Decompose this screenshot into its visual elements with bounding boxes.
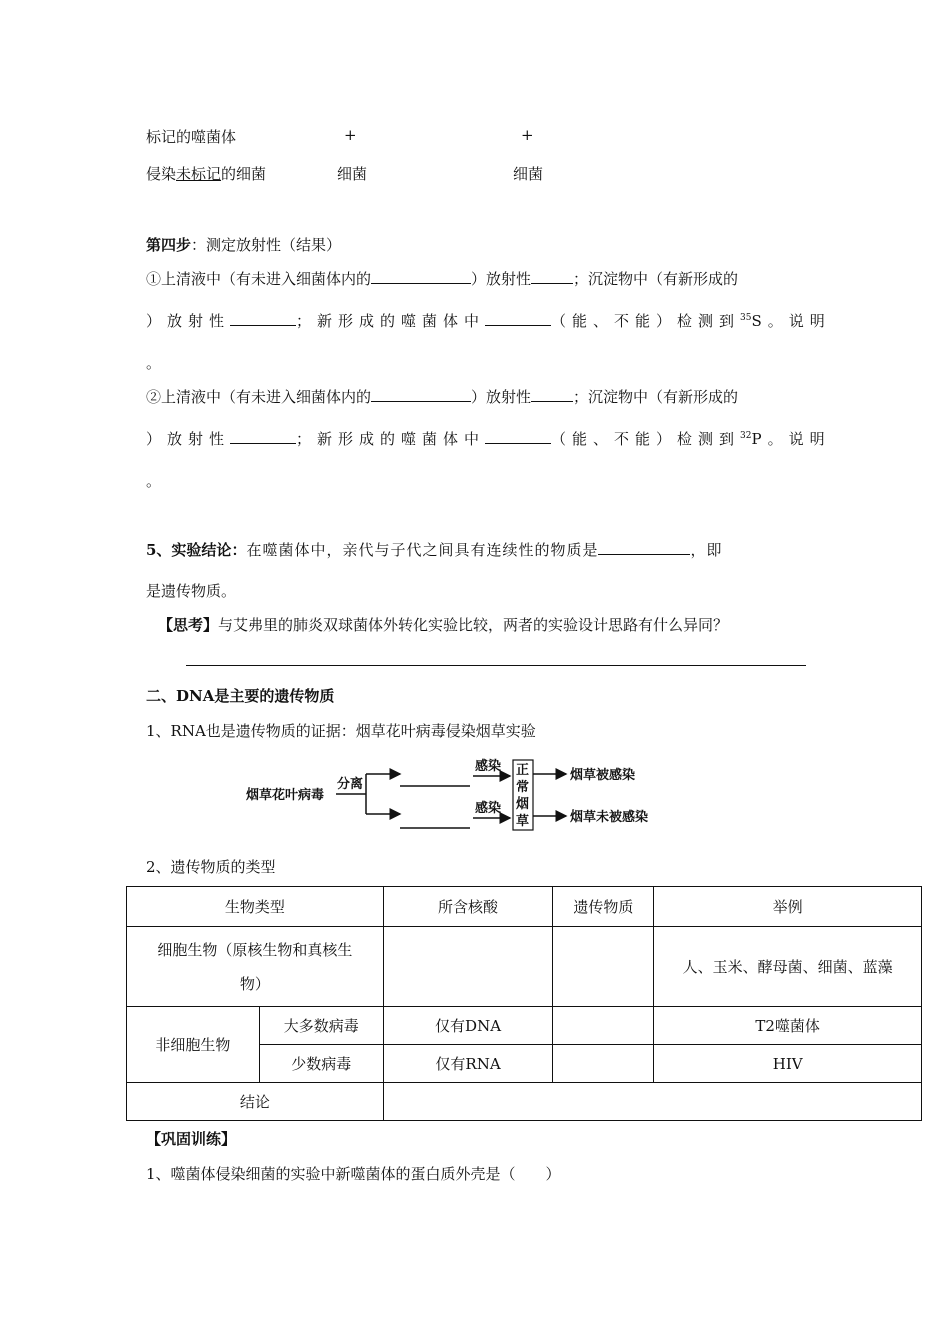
think-label: 【思考】 xyxy=(158,616,219,634)
cell-hiv: HIV xyxy=(654,1045,922,1083)
result2-text-a: ②上清液中（有未进入细菌体内的 xyxy=(146,388,372,406)
diagram-infect-bottom: 感染 xyxy=(475,801,502,816)
result2-text-b: ）放射性 xyxy=(471,388,532,406)
header-organism-type: 生物类型 xyxy=(127,887,384,927)
section2-item2: 2、遗传物质的类型 xyxy=(146,858,276,876)
unlabeled-text: 未标记 xyxy=(176,165,222,183)
header-nucleic-acid: 所含核酸 xyxy=(383,887,553,927)
diagram-result-top: 烟草被感染 xyxy=(570,768,636,783)
cell-t2-phage: T2噬菌体 xyxy=(654,1007,922,1045)
conclusion-text-a: 在噬菌体中，亲代与子代之间具有连续性的物质是 xyxy=(246,541,599,559)
infect-post: 的细菌 xyxy=(221,165,267,183)
result2-text-d: ）放射性 xyxy=(146,430,231,448)
infect-pre: 侵染 xyxy=(146,165,177,183)
infect-unlabeled-bacteria xyxy=(146,163,266,184)
diagram-box-char: 草 xyxy=(516,814,530,829)
step4-heading xyxy=(146,234,341,255)
conclusion-heading: 5、实验结论： xyxy=(146,541,247,559)
result2-text-c: ；沉淀物中（有新形成的 xyxy=(573,388,739,406)
answer-blank[interactable] xyxy=(230,311,296,326)
header-genetic-material: 遗传物质 xyxy=(553,887,654,927)
cell-conclusion-label: 结论 xyxy=(127,1083,384,1121)
answer-line[interactable] xyxy=(186,665,806,666)
section2-item1: 1、RNA也是遗传物质的证据：烟草花叶病毒侵染烟草实验 xyxy=(146,722,536,740)
diagram-result-bottom: 烟草未被感染 xyxy=(570,810,649,825)
result2-line2 xyxy=(146,428,831,449)
result1-line2 xyxy=(146,310,831,331)
diagram-infect-top: 感染 xyxy=(475,759,502,774)
result1-text-g: S。说明 xyxy=(751,312,831,330)
tmv-experiment-diagram xyxy=(240,756,680,836)
result2-line3: 。 xyxy=(146,472,162,490)
answer-blank[interactable] xyxy=(531,269,573,284)
cell-blank[interactable] xyxy=(553,927,654,1007)
table-row xyxy=(127,1083,922,1121)
step4-heading-bold: 第四步 xyxy=(146,236,192,254)
diagram-separate-label: 分离 xyxy=(337,777,364,792)
cell-few-viruses: 少数病毒 xyxy=(259,1045,383,1083)
answer-blank[interactable] xyxy=(598,540,690,555)
cell-dna-only: 仅有DNA xyxy=(383,1007,553,1045)
cell-organism-line1: 细胞生物（原核生物和真核生 xyxy=(157,940,353,959)
cell-rna-only: 仅有RNA xyxy=(383,1045,553,1083)
cell-organism-line2: 物） xyxy=(239,974,270,993)
bacteria-label: 细菌 xyxy=(337,165,368,183)
answer-blank[interactable] xyxy=(371,387,471,402)
table-row xyxy=(127,1007,922,1045)
answer-blank[interactable] xyxy=(485,429,551,444)
result1-text-b: ）放射性 xyxy=(471,270,532,288)
answer-blank[interactable] xyxy=(531,387,573,402)
result1-line1 xyxy=(146,268,738,289)
answer-blank[interactable] xyxy=(230,429,296,444)
cell-example: 人、玉米、酵母菌、细菌、蓝藻 xyxy=(654,927,922,1007)
result2-text-f: （能、不能）检测到 xyxy=(551,430,741,448)
result1-text-d: ）放射性 xyxy=(146,312,231,330)
result2-text-e: ；新形成的噬菌体中 xyxy=(296,430,486,448)
conclusion-line1 xyxy=(146,539,722,560)
result1-text-c: ；沉淀物中（有新形成的 xyxy=(573,270,739,288)
conclusion-line2: 是遗传物质。 xyxy=(146,582,237,600)
cell-blank[interactable] xyxy=(553,1007,654,1045)
result1-text-a: ①上清液中（有未进入细菌体内的 xyxy=(146,270,372,288)
cell-noncellular: 非细胞生物 xyxy=(127,1007,260,1083)
section2-heading: 二、DNA是主要的遗传物质 xyxy=(146,687,335,705)
cell-most-viruses: 大多数病毒 xyxy=(259,1007,383,1045)
cell-blank[interactable] xyxy=(383,927,553,1007)
step4-heading-rest: ：测定放射性（结果） xyxy=(191,236,342,254)
plus-sign: + xyxy=(344,126,357,144)
bacteria-label: 细菌 xyxy=(513,165,544,183)
result1-text-f: （能、不能）检测到 xyxy=(551,312,741,330)
conclusion-text-b: ，即 xyxy=(690,541,723,559)
diagram-virus-label: 烟草花叶病毒 xyxy=(246,788,325,803)
table-row xyxy=(127,927,922,1007)
answer-blank[interactable] xyxy=(485,311,551,326)
cell-blank[interactable] xyxy=(553,1045,654,1083)
diagram-box-char: 常 xyxy=(516,780,530,795)
think-text: 与艾弗里的肺炎双球菌体外转化实验比较，两者的实验设计思路有什么异同？ xyxy=(218,616,729,634)
practice-question-1: 1、噬菌体侵染细菌的实验中新噬菌体的蛋白质外壳是（ ） xyxy=(146,1165,561,1183)
answer-blank[interactable] xyxy=(371,269,471,284)
isotope-sup: 32 xyxy=(740,431,752,441)
genetic-material-table xyxy=(126,886,922,1121)
plus-sign: + xyxy=(521,126,534,144)
diagram-box-char: 正 xyxy=(516,763,530,778)
result1-line3: 。 xyxy=(146,354,162,372)
cell-organism xyxy=(127,927,384,1007)
diagram-box-char: 烟 xyxy=(516,797,530,812)
result2-text-g: P。说明 xyxy=(751,430,831,448)
practice-heading: 【巩固训练】 xyxy=(146,1130,237,1148)
labeled-phage-label: 标记的噬菌体 xyxy=(146,128,237,146)
think-question xyxy=(158,614,728,635)
cell-conclusion-blank[interactable] xyxy=(383,1083,921,1121)
header-example: 举例 xyxy=(654,887,922,927)
table-header-row xyxy=(127,887,922,927)
isotope-sup: 35 xyxy=(740,313,752,323)
result1-text-e: ；新形成的噬菌体中 xyxy=(296,312,486,330)
result2-line1 xyxy=(146,386,738,407)
